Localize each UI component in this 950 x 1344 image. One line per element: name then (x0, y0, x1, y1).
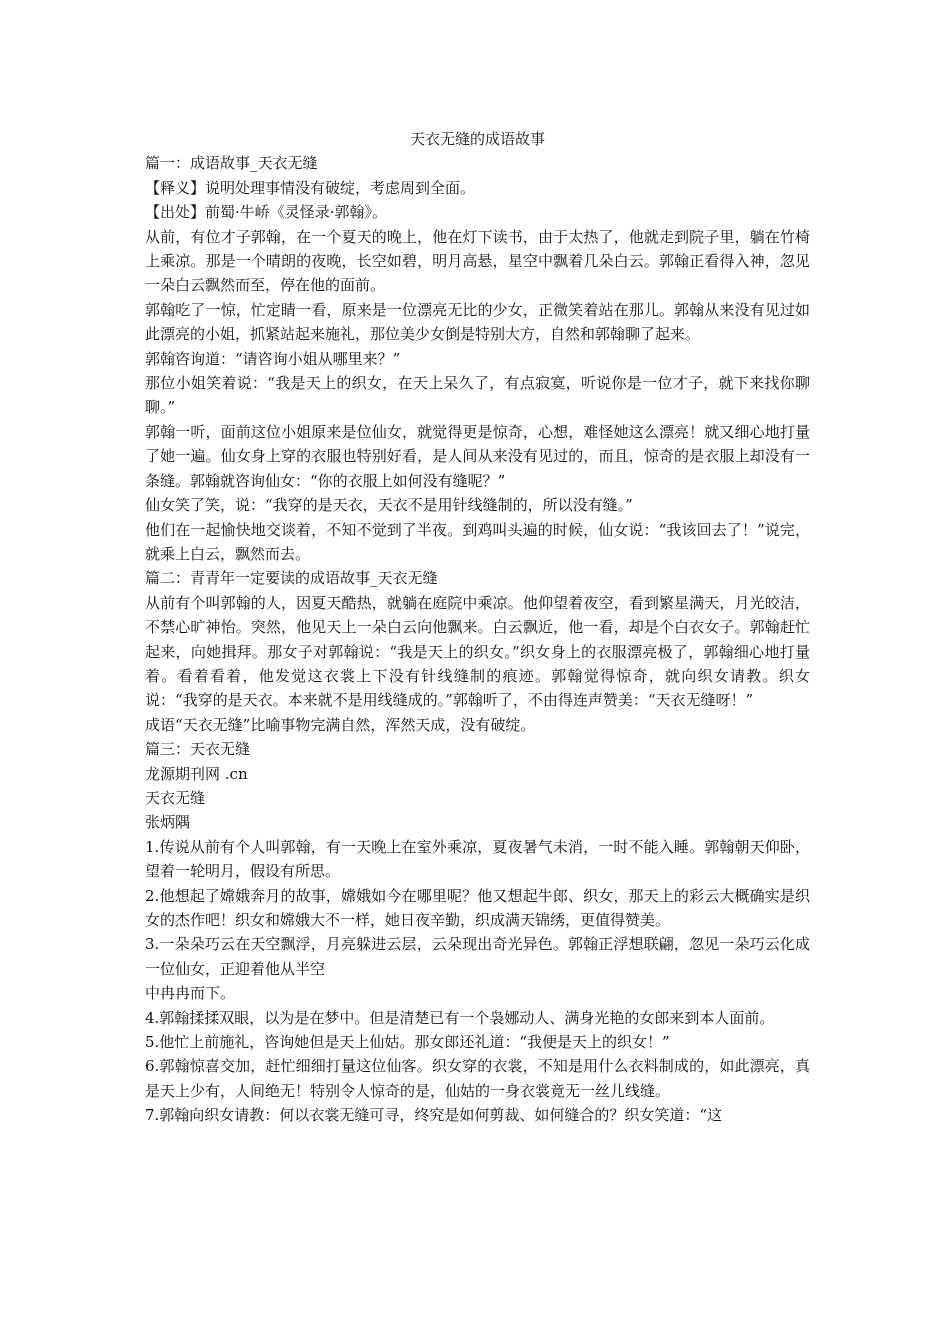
paragraph: 3.一朵朵巧云在天空飘浮，月亮躲进云层，云朵现出奇光异色。郭翰正浮想联翩，忽见一朵巧云化成一位仙女，正迎着他从半空 (145, 935, 810, 978)
paragraph: 从前有个叫郭翰的人，因夏天酷热，就躺在庭院中乘凉。他仰望着夜空，看到繁星满天，月光皎洁，不禁心旷神怡。突然，他见天上一朵白云向他飘来。白云飘近，他一看，却是个白衣女子。郭翰赶忙起来，向她揖拜。那女子对郭翰说：“我是天上的织女。”织女身上的衣服漂亮极了，郭翰细心地打量着。看着看着，他发觉这衣裳上下没有针线缝制的痕迹。郭翰觉得惊奇，就向织女请教。织女说：“我穿的是天衣。本来就不是用线缝成的。”郭翰听了，不由得连声赞美：“天衣无缝呀！” (145, 593, 810, 710)
paragraph: 篇三：天衣无缝 (145, 740, 251, 759)
paragraph: 仙女笑了笑，说：“我穿的是天衣，天衣不是用针线缝制的，所以没有缝。” (145, 496, 633, 515)
paragraph: 篇一：成语故事_天衣无缝 (145, 154, 318, 173)
paragraph: 郭翰一听，面前这位小姐原来是位仙女，就觉得更是惊奇，心想，难怪她这么漂亮！就又细心地打量了她一遍。仙女身上穿的衣服也特别好看，是人间从来没有见过的，而且，惊奇的是衣服上却没有一条缝。郭翰就咨询仙女：“你的衣服上如何没有缝呢？” (145, 422, 810, 490)
paragraph: 4.郭翰揉揉双眼，以为是在梦中。但是清楚已有一个袅娜动人、满身光艳的女郎来到本人面前。 (145, 1008, 775, 1027)
document-title: 天衣无缝的成语故事 (409, 130, 545, 148)
paragraph: 篇二：青青年一定要读的成语故事_天衣无缝 (145, 569, 438, 588)
paragraph: 7.郭翰向织女请教：何以衣裳无缝可寻，终究是如何剪裁、如何缝合的？织女笑道：“这 (145, 1106, 722, 1125)
paragraph: 他们在一起愉快地交谈着，不知不觉到了半夜。到鸡叫头遍的时候，仙女说：“我该回去了！”说完，就乘上白云，飘然而去。 (145, 520, 810, 563)
paragraph: 龙源期刊网 .cn (145, 764, 248, 783)
paragraph: 张炳隅 (145, 813, 191, 832)
paragraph: 2.他想起了嫦娥奔月的故事，嫦娥如今在哪里呢？他又想起牛郎、织女，那天上的彩云大概确实是织女的杰作吧！织女和嫦娥大不一样，她日夜辛勤，织成满天锦绣，更值得赞美。 (145, 886, 810, 929)
paragraph: 那位小姐笑着说：“我是天上的织女，在天上呆久了，有点寂寞，听说你是一位才子，就下来找你聊聊。” (145, 374, 810, 417)
paragraph: 从前，有位才子郭翰，在一个夏天的晚上，他在灯下读书，由于太热了，他就走到院子里，躺在竹椅上乘凉。那是一个晴朗的夜晚，长空如碧，明月高悬，星空中飘着几朵白云。郭翰正看得入神，忽见一朵白云飘然而至，停在他的面前。 (145, 227, 810, 295)
paragraph: 5.他忙上前施礼，咨询她但是天上仙姑。那女郎还礼道：“我便是天上的织女！” (145, 1033, 670, 1052)
paragraph: 中冉冉而下。 (145, 984, 236, 1003)
paragraph: 1.传说从前有个人叫郭翰，有一天晚上在室外乘凉，夏夜暑气未消，一时不能入睡。郭翰朝天仰卧，望着一轮明月，假设有所思。 (145, 837, 810, 881)
document-page (145, 127, 810, 1128)
document-body (145, 151, 810, 1127)
paragraph: 【释义】说明处理事情没有破绽，考虑周到全面。 (145, 178, 476, 197)
paragraph: 【出处】前蜀·牛峤《灵怪录·郭翰》。 (145, 203, 388, 222)
paragraph: 郭翰吃了一惊，忙定睛一看，原来是一位漂亮无比的少女，正微笑着站在那儿。郭翰从来没有见过如此漂亮的小姐，抓紧站起来施礼，那位美少女倒是特别大方，自然和郭翰聊了起来。 (145, 300, 810, 344)
paragraph: 成语“天衣无缝”比喻事物完满自然，浑然天成，没有破绽。 (145, 715, 536, 734)
paragraph: 天衣无缝 (145, 788, 206, 807)
paragraph: 郭翰咨询道：“请咨询小姐从哪里来？” (145, 349, 401, 368)
paragraph: 6.郭翰惊喜交加，赶忙细细打量这位仙客。织女穿的衣裳，不知是用什么衣料制成的，如此漂亮，真是天上少有，人间绝无！特别令人惊奇的是，仙姑的一身衣裳竟无一丝儿线缝。 (145, 1057, 810, 1100)
